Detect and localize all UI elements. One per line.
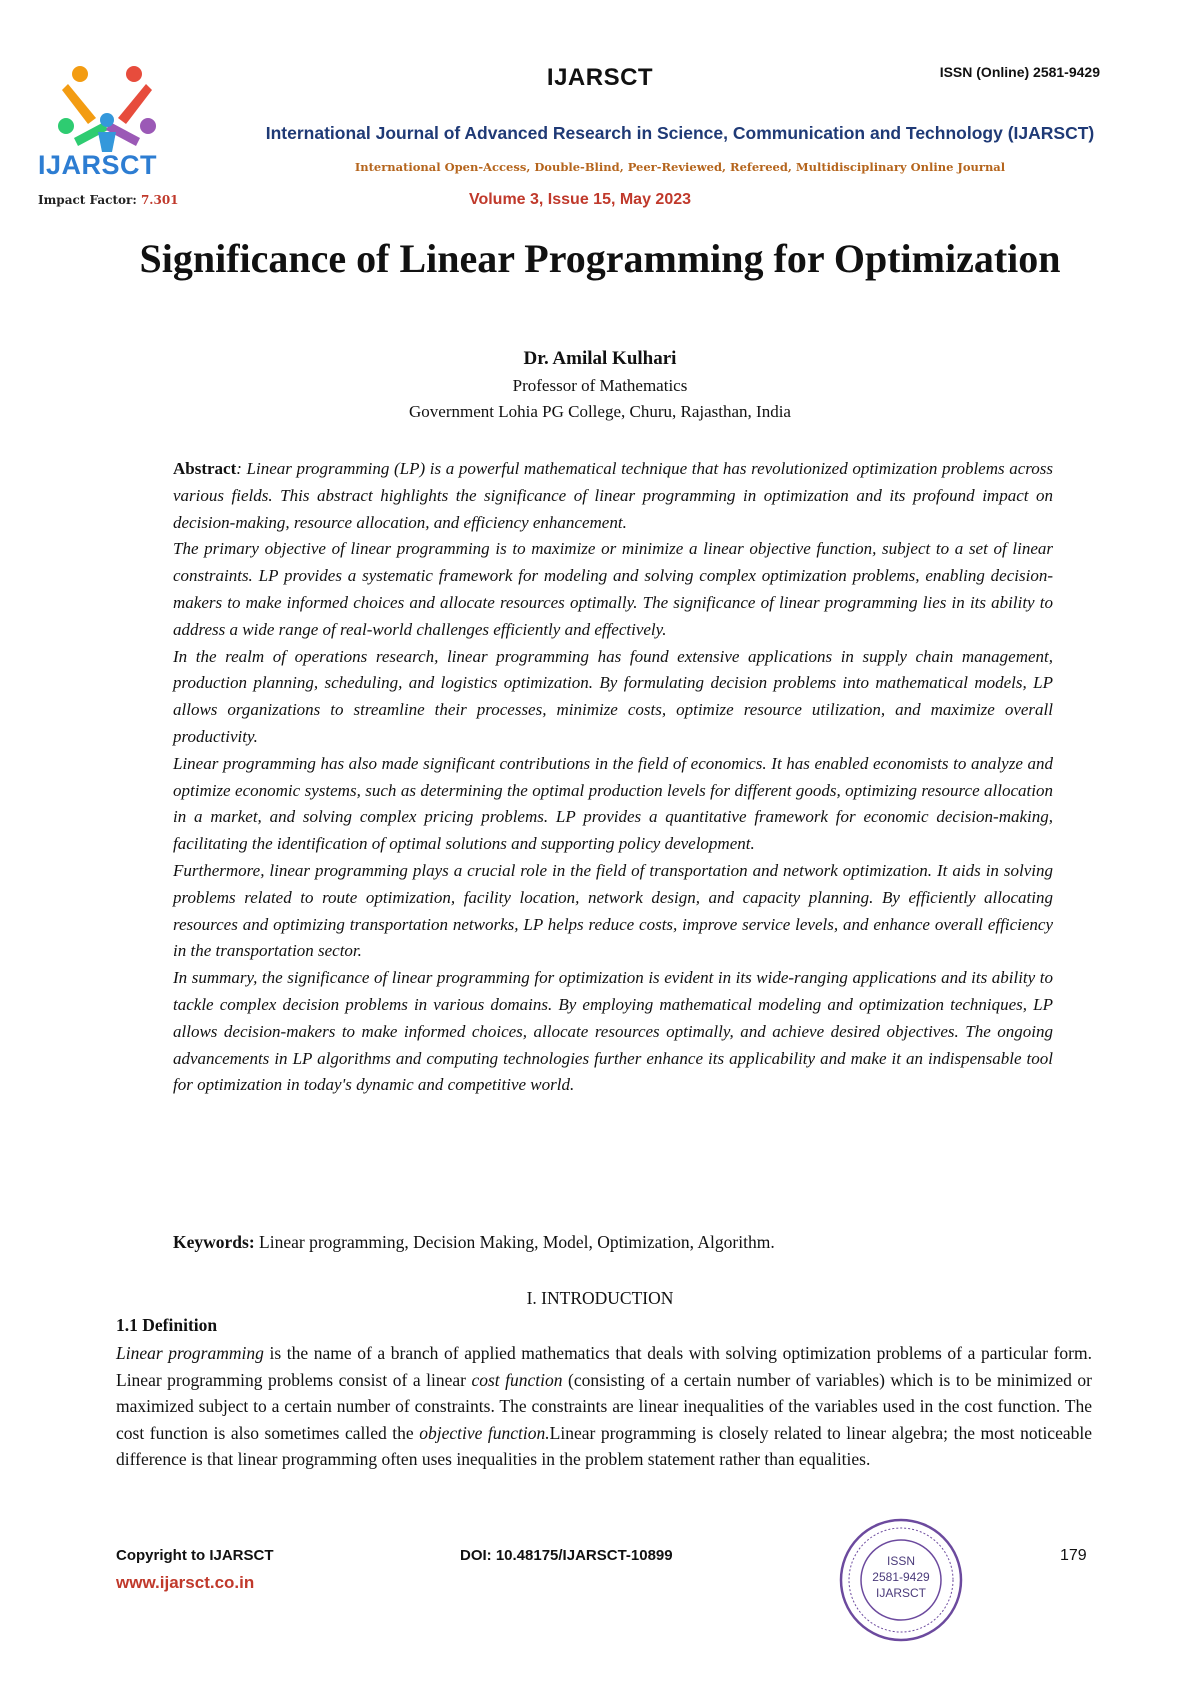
abstract-paragraph: Linear programming has also made significant contributions in the field of economics. It has enabled economists to analyze and optimize economic systems, such as determining the optimal production levels for different goods, optimizing resource allocation in a market, and solving complex pricing problems. LP provides a quantitative framework for economic decision-making, facilitating the identification of optimal solutions and supporting policy development.	[173, 753, 1053, 854]
abstract-paragraph: The primary objective of linear programming is to maximize or minimize a linear objective function, subject to a set of linear constraints. LP provides a systematic framework for modeling and solving complex optimization problems, enabling decision-makers to make informed choices and allocate resources optimally. The significance of linear programming lies in its ability to address a wide range of real-world challenges efficiently and effectively.	[173, 539, 1053, 639]
author-name: Dr. Amilal Kulhari	[523, 348, 677, 369]
abstract-paragraph: In summary, the significance of linear programming for optimization is evident in its wide-ranging applications and its ability to tackle complex decision problems in various domains. By employing mathematical modeling and optimization techniques, LP allows decision-makers to make informed choices, allocate resources optimally, and achieve desired objectives. The ongoing advancements in LP algorithms and computing technologies further enhance its applicability and make it an indispensable tool for optimization in today's dynamic and competitive world.	[173, 968, 1053, 1095]
author-position: Professor of Mathematics	[512, 376, 688, 395]
introduction-paragraph	[116, 1340, 1092, 1473]
impact-factor-value: 7.301	[140, 193, 179, 207]
keywords	[173, 1232, 1053, 1253]
term: objective function.	[419, 1422, 550, 1443]
abstract	[173, 456, 1053, 1099]
body-text: Linear programming is closely related to linear algebra; the most noticeable difference is that linear programming often uses inequalities in the problem statement rather than equalities.	[116, 1422, 1092, 1469]
seal-line: ISSN	[886, 1554, 915, 1568]
abstract-label: Abstract	[173, 459, 237, 478]
term: Linear programming	[116, 1343, 264, 1363]
subsection-heading: 1.1 Definition	[116, 1315, 218, 1335]
logo-text: IJARSCT	[38, 150, 158, 180]
copyright: Copyright to IJARSCT	[116, 1547, 274, 1564]
keywords-text: Linear programming, Decision Making, Model, Optimization, Algorithm.	[259, 1232, 775, 1252]
page-number: 179	[1060, 1547, 1087, 1564]
author-institution: Government Lohia PG College, Churu, Rajasthan, India	[409, 402, 791, 421]
issn: ISSN (Online) 2581-9429	[939, 64, 1100, 80]
website-link[interactable]: www.ijarsct.co.in	[116, 1573, 255, 1592]
abstract-paragraph: In the realm of operations research, linear programming has found extensive applications in supply chain management, production planning, scheduling, and logistics optimization. By formulating decision problems into mathematical models, LP allows organizations to streamline their processes, minimize costs, optimize resource utilization, and maximize overall productivity.	[173, 646, 1053, 746]
journal-abbreviation: IJARSCT	[546, 64, 654, 91]
keywords-label: Keywords:	[173, 1232, 255, 1252]
journal-name: International Journal of Advanced Research in Science, Communication and Technology (IJARSCT)	[265, 123, 1095, 143]
journal-subtitle: International Open-Access, Double-Blind, Peer-Reviewed, Refereed, Multidisciplinary Online Journal	[354, 160, 1006, 174]
volume-issue: Volume 3, Issue 15, May 2023	[468, 191, 692, 208]
abstract-paragraph: Furthermore, linear programming plays a crucial role in the field of transportation and network optimization. It aids in solving problems related to route optimization, facility location, network design, and capacity planning. By efficiently allocating resources and optimizing transportation networks, LP helps reduce costs, improve service levels, and enhance overall efficiency in the transportation sector.	[173, 860, 1053, 961]
abstract-colon: :	[236, 459, 247, 478]
abstract-paragraph	[173, 456, 1053, 536]
section-heading: I. INTRODUCTION	[526, 1288, 674, 1308]
seal-line: IJARSCT	[875, 1586, 926, 1600]
term: cost function	[471, 1369, 563, 1390]
issn-seal	[838, 1517, 964, 1643]
paper-title: Significance of Linear Programming for Optimization	[139, 236, 1061, 281]
seal-line: 2581-9429	[872, 1570, 930, 1584]
impact-factor-label: Impact Factor:	[38, 193, 137, 207]
doi: DOI: 10.48175/IJARSCT-10899	[460, 1547, 673, 1564]
impact-factor	[38, 193, 179, 207]
abstract-text: Linear programming (LP) is a powerful mathematical technique that has revolutionized optimization problems across various fields. This abstract highlights the significance of linear programming in optimization and its profound impact on decision-making, resource allocation, and efficiency enhancement.	[173, 459, 1053, 532]
body-text: is the name of a branch of applied mathematics that deals with solving optimization problems of a particular form. Linear programming problems consist of a linear	[116, 1343, 1092, 1390]
body-text: (consisting of a certain number of variables) which is to be minimized or maximized subject to a certain number of constraints. The constraints are linear inequalities of the variables used in the cost function. The cost function is also sometimes called the	[116, 1369, 1092, 1443]
